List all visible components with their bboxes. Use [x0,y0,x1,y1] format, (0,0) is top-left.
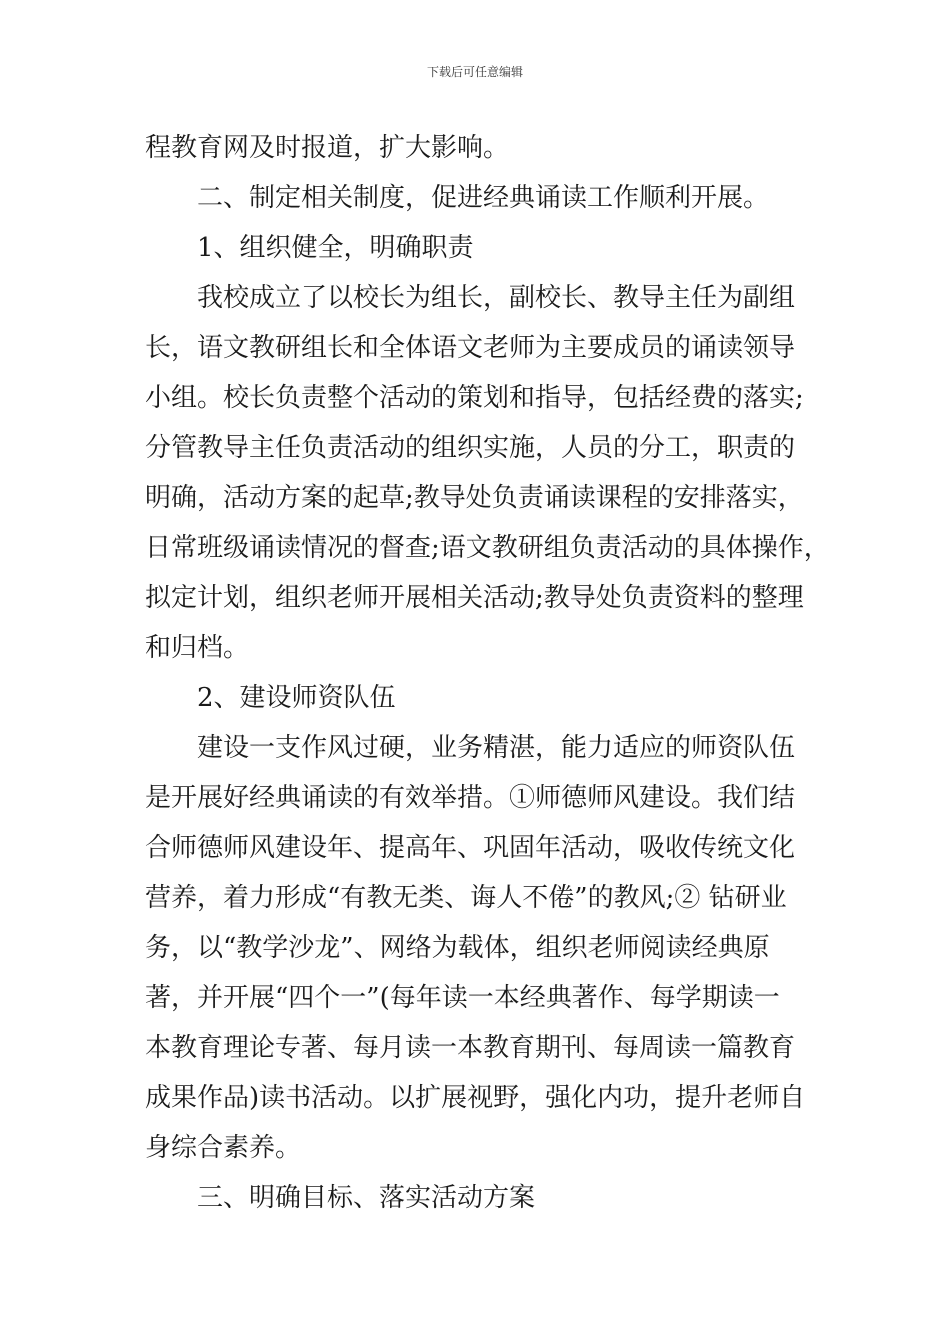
text-line: 小组。校长负责整个活动的策划和指导，包括经费的落实; [145,383,804,413]
text-line: 程教育网及时报道，扩大影响。 [145,133,510,163]
text-line: 著，并开展“四个一”(每年读一本经典著作、每学期读一 [145,983,780,1013]
text-line: 和归档。 [145,633,250,663]
text-line: 日常班级诵读情况的督查;语文教研组负责活动的具体操作， [145,533,830,563]
text-line: 分管教导主任负责活动的组织实施，人员的分工，职责的 [145,433,796,463]
text-line: 身综合素养。 [145,1133,302,1163]
text-line: 拟定计划，组织老师开展相关活动;教导处负责资料的整理 [145,583,804,613]
text-line: 建设一支作风过硬，业务精湛，能力适应的师资队伍 [197,733,796,763]
text-line: 我校成立了以校长为组长，副校长、教导主任为副组 [197,283,796,313]
page-header: 下载后可任意编辑 [426,65,523,79]
text-line: 三、明确目标、落实活动方案 [197,1183,536,1213]
text-line: 1、组织健全，明确职责 [197,233,474,263]
text-line: 2、建设师资队伍 [197,683,396,713]
text-line: 长，语文教研组长和全体语文老师为主要成员的诵读领导 [145,333,796,363]
text-line: 明确，活动方案的起草;教导处负责诵读课程的安排落实， [145,483,804,513]
text-line: 本教育理论专著、每月读一本教育期刊、每周读一篇教育 [145,1033,796,1063]
text-line: 成果作品)读书活动。以扩展视野，强化内功，提升老师自 [145,1083,806,1113]
text-line: 营养，着力形成“有教无类、诲人不倦”的教风;② 钻研业 [145,883,787,913]
text-line: 二、制定相关制度，促进经典诵读工作顺利开展。 [197,183,770,213]
document-body [145,123,830,1223]
text-line: 是开展好经典诵读的有效举措。①师德师风建设。我们结 [145,783,796,813]
text-line: 合师德师风建设年、提高年、巩固年活动，吸收传统文化 [145,833,796,863]
text-line: 务，以“教学沙龙”、网络为载体，组织老师阅读经典原 [145,933,770,963]
